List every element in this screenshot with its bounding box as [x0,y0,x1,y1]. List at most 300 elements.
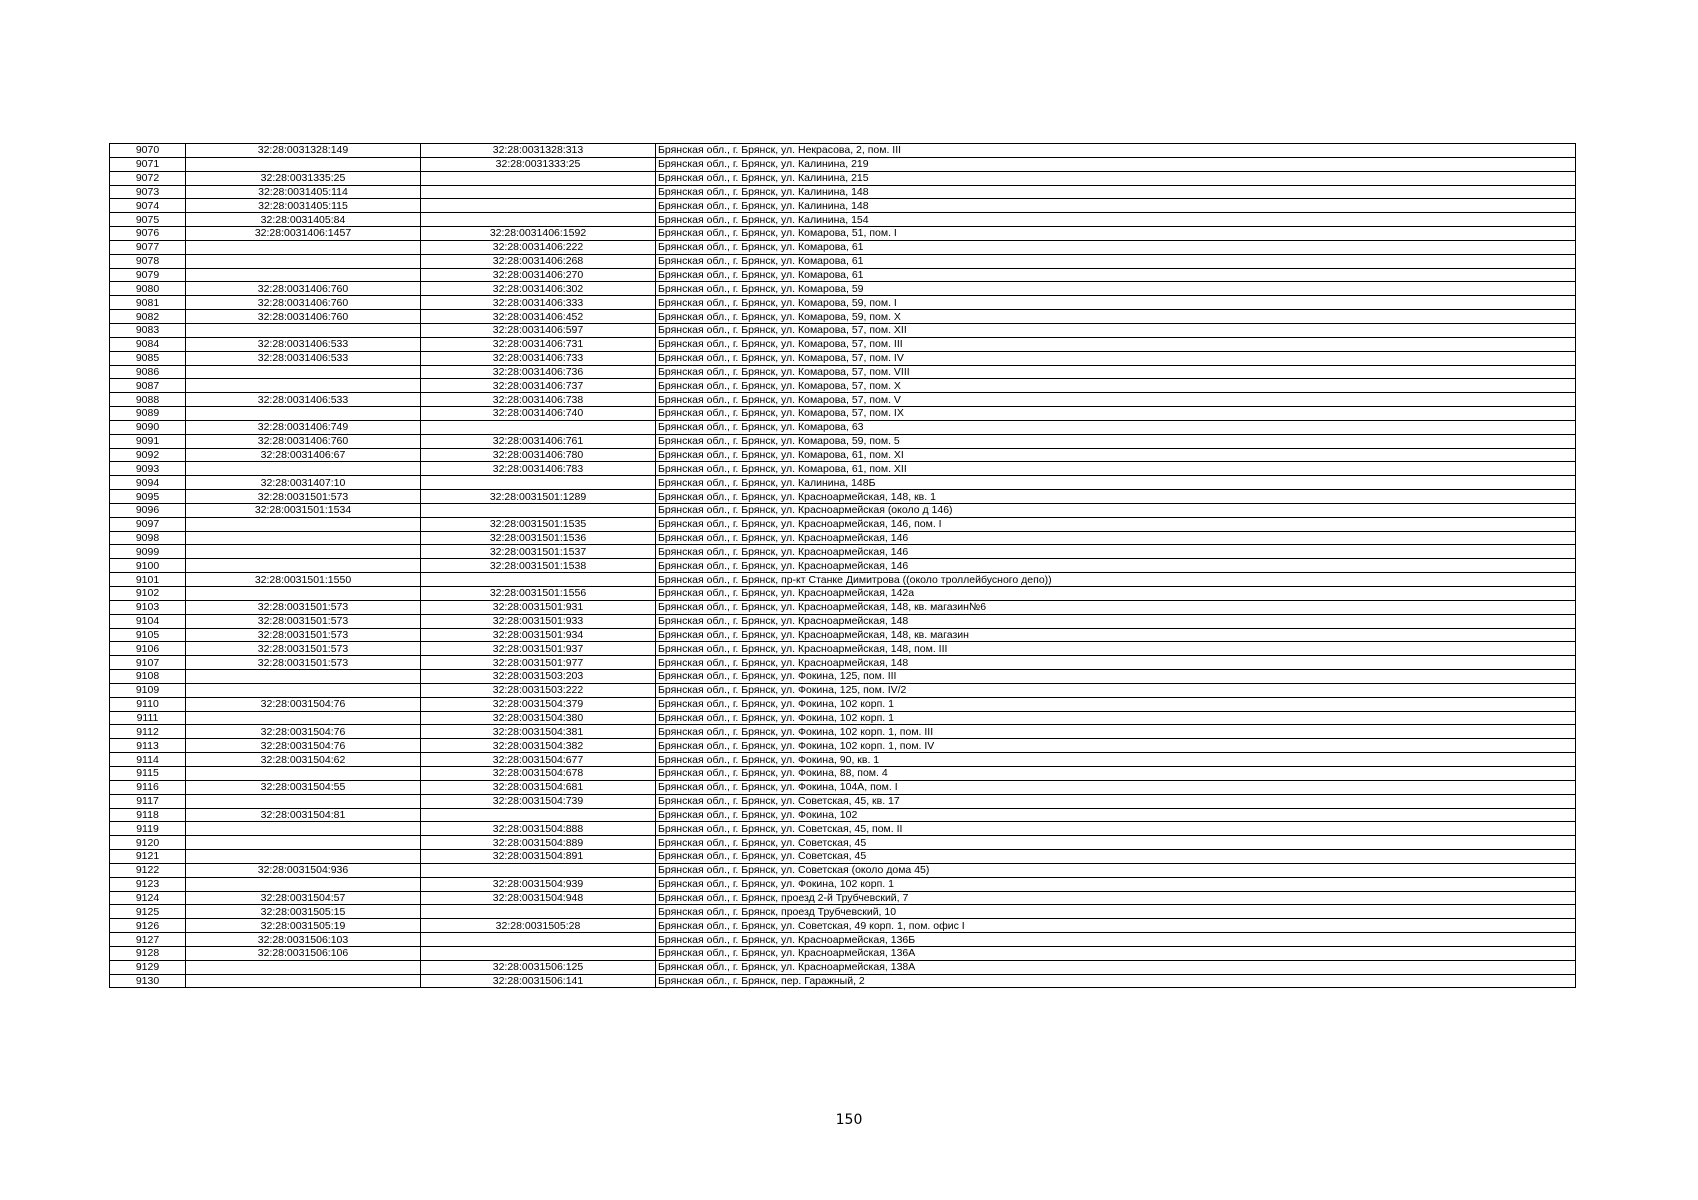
table-row [110,753,1576,767]
address-cell: Брянская обл., г. Брянск, ул. Комарова, 57, пом. V [656,393,1576,407]
address-cell: Брянская обл., г. Брянск, ул. Советская, 45 [656,836,1576,850]
parcel-cadastral-number-cell [186,559,421,573]
object-cadastral-number-cell [421,171,656,185]
address-cell: Брянская обл., г. Брянск, ул. Красноармейская, 142а [656,587,1576,601]
address-cell: Брянская обл., г. Брянск, ул. Красноармейская, 146 [656,559,1576,573]
parcel-cadastral-number-cell: 32:28:0031406:533 [186,351,421,365]
row-number-cell: 9115 [110,766,186,780]
row-number-cell: 9087 [110,379,186,393]
parcel-cadastral-number-cell: 32:28:0031501:573 [186,628,421,642]
address-cell: Брянская обл., г. Брянск, ул. Комарова, 57, пом. VIII [656,365,1576,379]
address-cell: Брянская обл., г. Брянск, ул. Фокина, 102 корп. 1 [656,711,1576,725]
address-cell: Брянская обл., г. Брянск, ул. Красноармейская, 148 [656,656,1576,670]
address-cell: Брянская обл., г. Брянск, ул. Фокина, 125, пом. IV/2 [656,683,1576,697]
parcel-cadastral-number-cell: 32:28:0031406:760 [186,296,421,310]
row-number-cell: 9117 [110,794,186,808]
table-row [110,393,1576,407]
table-row [110,905,1576,919]
address-cell: Брянская обл., г. Брянск, ул. Комарова, 51, пом. I [656,227,1576,241]
parcel-cadastral-number-cell: 32:28:0031504:55 [186,780,421,794]
object-cadastral-number-cell: 32:28:0031406:268 [421,254,656,268]
parcel-cadastral-number-cell: 32:28:0031505:19 [186,919,421,933]
row-number-cell: 9095 [110,490,186,504]
row-number-cell: 9127 [110,933,186,947]
row-number-cell: 9080 [110,282,186,296]
address-cell: Брянская обл., г. Брянск, ул. Комарова, 57, пом. XII [656,323,1576,337]
table-row [110,296,1576,310]
table-row [110,351,1576,365]
table-row [110,559,1576,573]
parcel-cadastral-number-cell: 32:28:0031407:10 [186,476,421,490]
object-cadastral-number-cell [421,185,656,199]
table-row [110,420,1576,434]
parcel-cadastral-number-cell: 32:28:0031506:106 [186,946,421,960]
address-cell: Брянская обл., г. Брянск, ул. Комарова, 57, пом. III [656,337,1576,351]
table-row [110,282,1576,296]
table-row [110,268,1576,282]
object-cadastral-number-cell: 32:28:0031504:939 [421,877,656,891]
parcel-cadastral-number-cell: 32:28:0031406:533 [186,337,421,351]
object-cadastral-number-cell [421,808,656,822]
address-cell: Брянская обл., г. Брянск, ул. Красноармейская, 148, пом. III [656,642,1576,656]
parcel-cadastral-number-cell [186,711,421,725]
address-cell: Брянская обл., г. Брянск, ул. Комарова, 59, пом. I [656,296,1576,310]
object-cadastral-number-cell: 32:28:0031501:937 [421,642,656,656]
row-number-cell: 9124 [110,891,186,905]
parcel-cadastral-number-cell: 32:28:0031501:1550 [186,573,421,587]
row-number-cell: 9130 [110,974,186,988]
object-cadastral-number-cell: 32:28:0031406:736 [421,365,656,379]
table-row [110,503,1576,517]
address-cell: Брянская обл., г. Брянск, ул. Советская (около дома 45) [656,863,1576,877]
address-cell: Брянская обл., г. Брянск, ул. Советская, 45 [656,850,1576,864]
registry-table-body [110,144,1576,988]
row-number-cell: 9108 [110,670,186,684]
address-cell: Брянская обл., г. Брянск, ул. Красноармейская, 148, кв. магазин№6 [656,600,1576,614]
address-cell: Брянская обл., г. Брянск, ул. Фокина, 88, пом. 4 [656,766,1576,780]
table-row [110,891,1576,905]
table-row [110,379,1576,393]
object-cadastral-number-cell: 32:28:0031504:382 [421,739,656,753]
parcel-cadastral-number-cell [186,545,421,559]
table-row [110,642,1576,656]
table-row [110,254,1576,268]
row-number-cell: 9086 [110,365,186,379]
table-row [110,656,1576,670]
table-row [110,974,1576,988]
address-cell: Брянская обл., г. Брянск, ул. Фокина, 102 корп. 1, пом. IV [656,739,1576,753]
parcel-cadastral-number-cell [186,531,421,545]
object-cadastral-number-cell: 32:28:0031406:780 [421,448,656,462]
parcel-cadastral-number-cell [186,268,421,282]
table-row [110,739,1576,753]
table-row [110,628,1576,642]
address-cell: Брянская обл., г. Брянск, ул. Некрасова, 2, пом. III [656,144,1576,158]
parcel-cadastral-number-cell: 32:28:0031501:573 [186,656,421,670]
address-cell: Брянская обл., г. Брянск, ул. Красноармейская, 136Б [656,933,1576,947]
row-number-cell: 9107 [110,656,186,670]
table-row [110,171,1576,185]
row-number-cell: 9122 [110,863,186,877]
table-row [110,725,1576,739]
object-cadastral-number-cell: 32:28:0031406:452 [421,310,656,324]
object-cadastral-number-cell: 32:28:0031504:381 [421,725,656,739]
parcel-cadastral-number-cell: 32:28:0031406:749 [186,420,421,434]
parcel-cadastral-number-cell: 32:28:0031406:760 [186,282,421,296]
table-row [110,490,1576,504]
object-cadastral-number-cell: 32:28:0031406:731 [421,337,656,351]
object-cadastral-number-cell: 32:28:0031503:222 [421,683,656,697]
object-cadastral-number-cell: 32:28:0031504:888 [421,822,656,836]
row-number-cell: 9129 [110,960,186,974]
address-cell: Брянская обл., г. Брянск, ул. Комарова, 59 [656,282,1576,296]
row-number-cell: 9125 [110,905,186,919]
table-row [110,587,1576,601]
address-cell: Брянская обл., г. Брянск, ул. Фокина, 104А, пом. I [656,780,1576,794]
parcel-cadastral-number-cell: 32:28:0031405:114 [186,185,421,199]
address-cell: Брянская обл., г. Брянск, пр-кт Станке Димитрова ((около троллейбусного депо)) [656,573,1576,587]
parcel-cadastral-number-cell: 32:28:0031335:25 [186,171,421,185]
object-cadastral-number-cell [421,933,656,947]
object-cadastral-number-cell: 32:28:0031504:948 [421,891,656,905]
address-cell: Брянская обл., г. Брянск, ул. Фокина, 90, кв. 1 [656,753,1576,767]
row-number-cell: 9103 [110,600,186,614]
address-cell: Брянская обл., г. Брянск, ул. Красноармейская, 148 [656,614,1576,628]
table-row [110,545,1576,559]
object-cadastral-number-cell: 32:28:0031504:681 [421,780,656,794]
address-cell: Брянская обл., г. Брянск, ул. Красноармейская, 148, кв. 1 [656,490,1576,504]
row-number-cell: 9076 [110,227,186,241]
row-number-cell: 9102 [110,587,186,601]
address-cell: Брянская обл., г. Брянск, ул. Фокина, 102 корп. 1 [656,877,1576,891]
row-number-cell: 9105 [110,628,186,642]
row-number-cell: 9084 [110,337,186,351]
table-row [110,960,1576,974]
address-cell: Брянская обл., г. Брянск, ул. Калинина, 148 [656,185,1576,199]
parcel-cadastral-number-cell [186,877,421,891]
parcel-cadastral-number-cell [186,254,421,268]
address-cell: Брянская обл., г. Брянск, ул. Калинина, 215 [656,171,1576,185]
row-number-cell: 9097 [110,517,186,531]
row-number-cell: 9126 [110,919,186,933]
object-cadastral-number-cell: 32:28:0031406:222 [421,240,656,254]
address-cell: Брянская обл., г. Брянск, ул. Советская, 45, кв. 17 [656,794,1576,808]
table-row [110,199,1576,213]
object-cadastral-number-cell: 32:28:0031406:783 [421,462,656,476]
table-row [110,448,1576,462]
address-cell: Брянская обл., г. Брянск, ул. Комарова, 61 [656,268,1576,282]
address-cell: Брянская обл., г. Брянск, ул. Комарова, 57, пом. IV [656,351,1576,365]
address-cell: Брянская обл., г. Брянск, ул. Комарова, 61 [656,240,1576,254]
table-row [110,766,1576,780]
object-cadastral-number-cell [421,573,656,587]
parcel-cadastral-number-cell: 32:28:0031506:103 [186,933,421,947]
parcel-cadastral-number-cell: 32:28:0031406:760 [186,434,421,448]
address-cell: Брянская обл., г. Брянск, ул. Фокина, 125, пом. III [656,670,1576,684]
table-row [110,157,1576,171]
row-number-cell: 9116 [110,780,186,794]
object-cadastral-number-cell: 32:28:0031504:891 [421,850,656,864]
object-cadastral-number-cell: 32:28:0031406:270 [421,268,656,282]
table-row [110,323,1576,337]
object-cadastral-number-cell [421,503,656,517]
table-row [110,227,1576,241]
address-cell: Брянская обл., г. Брянск, ул. Калинина, 148 [656,199,1576,213]
row-number-cell: 9113 [110,739,186,753]
object-cadastral-number-cell: 32:28:0031501:1537 [421,545,656,559]
parcel-cadastral-number-cell: 32:28:0031504:62 [186,753,421,767]
row-number-cell: 9112 [110,725,186,739]
parcel-cadastral-number-cell: 32:28:0031501:573 [186,642,421,656]
address-cell: Брянская обл., г. Брянск, пер. Гаражный, 2 [656,974,1576,988]
object-cadastral-number-cell: 32:28:0031503:203 [421,670,656,684]
table-row [110,808,1576,822]
object-cadastral-number-cell: 32:28:0031406:733 [421,351,656,365]
row-number-cell: 9082 [110,310,186,324]
table-row [110,185,1576,199]
address-cell: Брянская обл., г. Брянск, проезд 2-й Трубчевский, 7 [656,891,1576,905]
object-cadastral-number-cell [421,946,656,960]
parcel-cadastral-number-cell [186,517,421,531]
object-cadastral-number-cell: 32:28:0031501:1538 [421,559,656,573]
address-cell: Брянская обл., г. Брянск, ул. Красноармейская (около д 146) [656,503,1576,517]
address-cell: Брянская обл., г. Брянск, ул. Фокина, 102 корп. 1 [656,697,1576,711]
address-cell: Брянская обл., г. Брянск, ул. Красноармейская, 148, кв. магазин [656,628,1576,642]
parcel-cadastral-number-cell [186,794,421,808]
row-number-cell: 9099 [110,545,186,559]
page-number: 150 [835,1112,863,1128]
object-cadastral-number-cell: 32:28:0031501:1535 [421,517,656,531]
parcel-cadastral-number-cell: 32:28:0031406:533 [186,393,421,407]
address-cell: Брянская обл., г. Брянск, ул. Комарова, 63 [656,420,1576,434]
object-cadastral-number-cell [421,476,656,490]
object-cadastral-number-cell [421,420,656,434]
parcel-cadastral-number-cell: 32:28:0031504:936 [186,863,421,877]
parcel-cadastral-number-cell [186,407,421,421]
parcel-cadastral-number-cell [186,670,421,684]
object-cadastral-number-cell: 32:28:0031406:302 [421,282,656,296]
parcel-cadastral-number-cell [186,240,421,254]
parcel-cadastral-number-cell: 32:28:0031406:760 [186,310,421,324]
parcel-cadastral-number-cell: 32:28:0031504:81 [186,808,421,822]
object-cadastral-number-cell: 32:28:0031501:934 [421,628,656,642]
row-number-cell: 9083 [110,323,186,337]
table-row [110,517,1576,531]
object-cadastral-number-cell: 32:28:0031505:28 [421,919,656,933]
row-number-cell: 9094 [110,476,186,490]
object-cadastral-number-cell: 32:28:0031406:740 [421,407,656,421]
address-cell: Брянская обл., г. Брянск, проезд Трубчевский, 10 [656,905,1576,919]
object-cadastral-number-cell [421,213,656,227]
parcel-cadastral-number-cell [186,587,421,601]
registry-table [109,143,1576,988]
row-number-cell: 9098 [110,531,186,545]
object-cadastral-number-cell: 32:28:0031406:333 [421,296,656,310]
parcel-cadastral-number-cell: 32:28:0031501:573 [186,490,421,504]
address-cell: Брянская обл., г. Брянск, ул. Красноармейская, 146 [656,531,1576,545]
table-row [110,697,1576,711]
row-number-cell: 9073 [110,185,186,199]
row-number-cell: 9070 [110,144,186,158]
row-number-cell: 9092 [110,448,186,462]
address-cell: Брянская обл., г. Брянск, ул. Советская, 45, пом. II [656,822,1576,836]
object-cadastral-number-cell: 32:28:0031333:25 [421,157,656,171]
table-row [110,600,1576,614]
row-number-cell: 9114 [110,753,186,767]
row-number-cell: 9077 [110,240,186,254]
object-cadastral-number-cell [421,199,656,213]
object-cadastral-number-cell: 32:28:0031504:677 [421,753,656,767]
parcel-cadastral-number-cell [186,683,421,697]
object-cadastral-number-cell: 32:28:0031501:1556 [421,587,656,601]
parcel-cadastral-number-cell: 32:28:0031504:76 [186,739,421,753]
parcel-cadastral-number-cell: 32:28:0031505:15 [186,905,421,919]
row-number-cell: 9093 [110,462,186,476]
table-row [110,531,1576,545]
object-cadastral-number-cell [421,905,656,919]
table-row [110,711,1576,725]
parcel-cadastral-number-cell: 32:28:0031406:67 [186,448,421,462]
object-cadastral-number-cell: 32:28:0031506:141 [421,974,656,988]
table-row [110,822,1576,836]
table-row [110,434,1576,448]
address-cell: Брянская обл., г. Брянск, ул. Красноармейская, 146 [656,545,1576,559]
table-row [110,476,1576,490]
table-row [110,683,1576,697]
object-cadastral-number-cell: 32:28:0031501:977 [421,656,656,670]
table-row [110,462,1576,476]
table-row [110,933,1576,947]
parcel-cadastral-number-cell: 32:28:0031405:84 [186,213,421,227]
object-cadastral-number-cell: 32:28:0031501:931 [421,600,656,614]
parcel-cadastral-number-cell: 32:28:0031328:149 [186,144,421,158]
object-cadastral-number-cell: 32:28:0031504:889 [421,836,656,850]
address-cell: Брянская обл., г. Брянск, ул. Комарова, 59, пом. X [656,310,1576,324]
object-cadastral-number-cell: 32:28:0031406:737 [421,379,656,393]
table-row [110,850,1576,864]
parcel-cadastral-number-cell: 32:28:0031501:1534 [186,503,421,517]
row-number-cell: 9074 [110,199,186,213]
row-number-cell: 9075 [110,213,186,227]
row-number-cell: 9121 [110,850,186,864]
row-number-cell: 9100 [110,559,186,573]
address-cell: Брянская обл., г. Брянск, ул. Калинина, 219 [656,157,1576,171]
parcel-cadastral-number-cell [186,850,421,864]
parcel-cadastral-number-cell: 32:28:0031504:76 [186,725,421,739]
table-row [110,240,1576,254]
parcel-cadastral-number-cell [186,766,421,780]
address-cell: Брянская обл., г. Брянск, ул. Комарова, 57, пом. X [656,379,1576,393]
registry-table-container [109,143,1576,988]
parcel-cadastral-number-cell [186,365,421,379]
parcel-cadastral-number-cell: 32:28:0031501:573 [186,614,421,628]
address-cell: Брянская обл., г. Брянск, ул. Комарова, 59, пом. 5 [656,434,1576,448]
parcel-cadastral-number-cell [186,822,421,836]
object-cadastral-number-cell: 32:28:0031406:1592 [421,227,656,241]
table-row [110,365,1576,379]
object-cadastral-number-cell: 32:28:0031501:933 [421,614,656,628]
table-row [110,794,1576,808]
table-row [110,836,1576,850]
row-number-cell: 9110 [110,697,186,711]
object-cadastral-number-cell: 32:28:0031501:1536 [421,531,656,545]
table-row [110,573,1576,587]
row-number-cell: 9088 [110,393,186,407]
row-number-cell: 9071 [110,157,186,171]
parcel-cadastral-number-cell [186,462,421,476]
object-cadastral-number-cell: 32:28:0031506:125 [421,960,656,974]
row-number-cell: 9072 [110,171,186,185]
address-cell: Брянская обл., г. Брянск, ул. Комарова, 61 [656,254,1576,268]
parcel-cadastral-number-cell: 32:28:0031406:1457 [186,227,421,241]
row-number-cell: 9079 [110,268,186,282]
address-cell: Брянская обл., г. Брянск, ул. Комарова, 61, пом. XII [656,462,1576,476]
row-number-cell: 9111 [110,711,186,725]
object-cadastral-number-cell: 32:28:0031406:738 [421,393,656,407]
row-number-cell: 9118 [110,808,186,822]
row-number-cell: 9078 [110,254,186,268]
row-number-cell: 9089 [110,407,186,421]
address-cell: Брянская обл., г. Брянск, ул. Комарова, 61, пом. XI [656,448,1576,462]
row-number-cell: 9119 [110,822,186,836]
object-cadastral-number-cell: 32:28:0031504:379 [421,697,656,711]
table-row [110,614,1576,628]
object-cadastral-number-cell: 32:28:0031328:313 [421,144,656,158]
object-cadastral-number-cell: 32:28:0031504:678 [421,766,656,780]
row-number-cell: 9123 [110,877,186,891]
address-cell: Брянская обл., г. Брянск, ул. Красноармейская, 136А [656,946,1576,960]
row-number-cell: 9091 [110,434,186,448]
parcel-cadastral-number-cell: 32:28:0031504:76 [186,697,421,711]
object-cadastral-number-cell: 32:28:0031504:380 [421,711,656,725]
address-cell: Брянская обл., г. Брянск, ул. Советская, 49 корп. 1, пом. офис I [656,919,1576,933]
table-row [110,877,1576,891]
table-row [110,946,1576,960]
parcel-cadastral-number-cell [186,379,421,393]
table-row [110,337,1576,351]
object-cadastral-number-cell: 32:28:0031501:1289 [421,490,656,504]
row-number-cell: 9104 [110,614,186,628]
object-cadastral-number-cell: 32:28:0031406:761 [421,434,656,448]
table-row [110,670,1576,684]
table-row [110,213,1576,227]
address-cell: Брянская обл., г. Брянск, ул. Красноармейская, 146, пом. I [656,517,1576,531]
table-row [110,863,1576,877]
row-number-cell: 9109 [110,683,186,697]
address-cell: Брянская обл., г. Брянск, ул. Фокина, 102 [656,808,1576,822]
object-cadastral-number-cell: 32:28:0031504:739 [421,794,656,808]
address-cell: Брянская обл., г. Брянск, ул. Комарова, 57, пом. IX [656,407,1576,421]
address-cell: Брянская обл., г. Брянск, ул. Фокина, 102 корп. 1, пом. III [656,725,1576,739]
table-row [110,144,1576,158]
row-number-cell: 9096 [110,503,186,517]
table-row [110,407,1576,421]
address-cell: Брянская обл., г. Брянск, ул. Калинина, 154 [656,213,1576,227]
address-cell: Брянская обл., г. Брянск, ул. Красноармейская, 138А [656,960,1576,974]
table-row [110,780,1576,794]
row-number-cell: 9085 [110,351,186,365]
table-row [110,310,1576,324]
row-number-cell: 9128 [110,946,186,960]
parcel-cadastral-number-cell [186,323,421,337]
parcel-cadastral-number-cell [186,836,421,850]
parcel-cadastral-number-cell: 32:28:0031501:573 [186,600,421,614]
parcel-cadastral-number-cell [186,157,421,171]
parcel-cadastral-number-cell: 32:28:0031504:57 [186,891,421,905]
row-number-cell: 9081 [110,296,186,310]
table-row [110,919,1576,933]
parcel-cadastral-number-cell [186,974,421,988]
